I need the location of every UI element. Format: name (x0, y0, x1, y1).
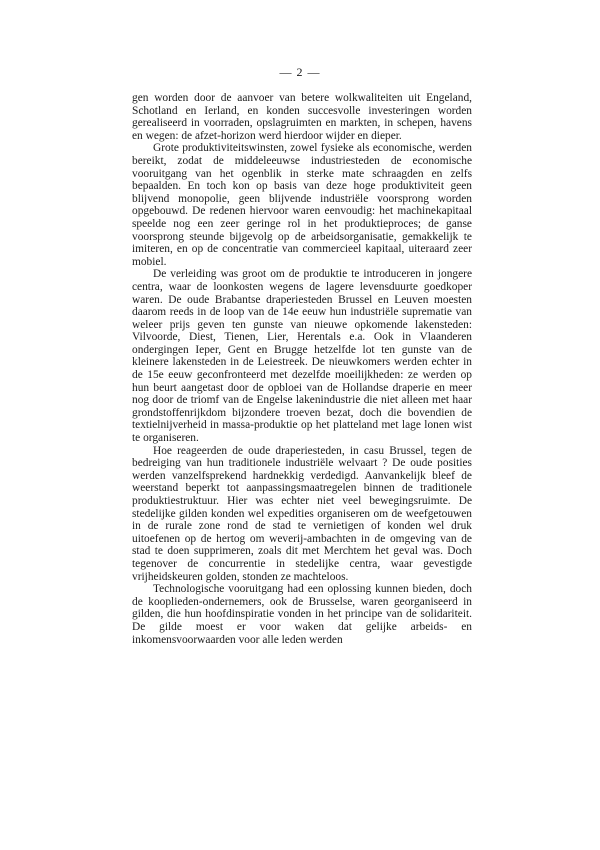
paragraph-4: Hoe reageerden de oude draperiesteden, in casu Brussel, tegen de bedreiging van hun traditionele industriële welvaart ? De oude posities werden vanzelfsprekend hardnekkig verdedigd. Aanvankelijk bleef de weerstand beperkt tot aanpassingsmaatregelen binnen de traditionele produktiestruktuur. Hier was echter niet veel bewegingsruimte. De stedelijke gilden konden wel expedities organiseren om de weefgetouwen in de rurale zone rond de stad te vernietigen of konden wel druk uitoefenen op de hertog om weverij-ambachten in de omgeving van de stad te doen supprimeren, zoals dit met Merchtem het geval was. Doch tegenover de concurrentie in stedelijke centra, waar gevestigde vrijheidskeuren golden, stonden ze machteloos. (132, 444, 472, 583)
paragraph-3: De verleiding was groot om de produktie te introduceren in jongere centra, waar de loonkosten wegens de lagere levensduurte goedkoper waren. De oude Brabantse draperiesteden Brussel en Leuven moesten daarom reeds in de loop van de 14e eeuw hun industriële suprematie van weleer prijs geven ten gunste van nieuwe opkomende lakensteden: Vilvoorde, Diest, Tienen, Lier, Herentals e.a. Ook in Vlaanderen ondergingen Ieper, Gent en Brugge hetzelfde lot ten gunste van de kleinere lakensteden in de Leiestreek. De nieuwkomers werden echter in de 15e eeuw geconfronteerd met dezelfde moeilijkheden: ze werden op hun beurt aangetast door de opbloei van de Hollandse draperie en meer nog door de triomf van de Engelse lakenindustrie die niet alleen met haar grondstoffenrijkdom bijzondere troeven bezat, doch die bovendien de textielnijverheid in massa-produktie op het platteland met lage lonen wist te organiseren. (132, 268, 472, 445)
page-number: — 2 — (279, 65, 321, 79)
paragraph-2: Grote produktiviteitswinsten, zowel fysieke als economische, werden bereikt, zodat de middeleeuwse industriesteden de economische vooruitgang van het ogenblik in sterke mate schraagden en zelfs bepaalden. En toch kon op basis van deze hoge produktiviteit geen blijvend monopolie, geen blijvende industriële voorsprong worden opgebouwd. De redenen hiervoor waren eenvoudig: het machinekapitaal speelde nog een zeer geringe rol in het produktieproces; de ganse voorsprong steunde bijgevolg op de arbeidsorganisatie, gemakkelijk te imiteren, en op de concentratie van commercieel kapitaal, uiteraard zeer mobiel. (132, 142, 472, 268)
paragraph-5: Technologische vooruitgang had een oplossing kunnen bieden, doch de kooplieden-ondernemers, ook de Brusselse, waren georganiseerd in gilden, die hun hoofdinspiratie vonden in het principe van de solidariteit. De gilde moest er voor waken dat gelijke arbeids- en inkomensvoorwaarden voor alle leden werden (132, 583, 472, 646)
paragraph-1: gen worden door de aanvoer van betere wolkwaliteiten uit Engeland, Schotland en Ierland, en konden succesvolle investeringen worden gerealiseerd in voorraden, opslagruimten en markten, in schepen, havens en wegen: de afzet-horizon werd hierdoor wijder en dieper. (132, 92, 472, 142)
body-text (132, 92, 472, 646)
